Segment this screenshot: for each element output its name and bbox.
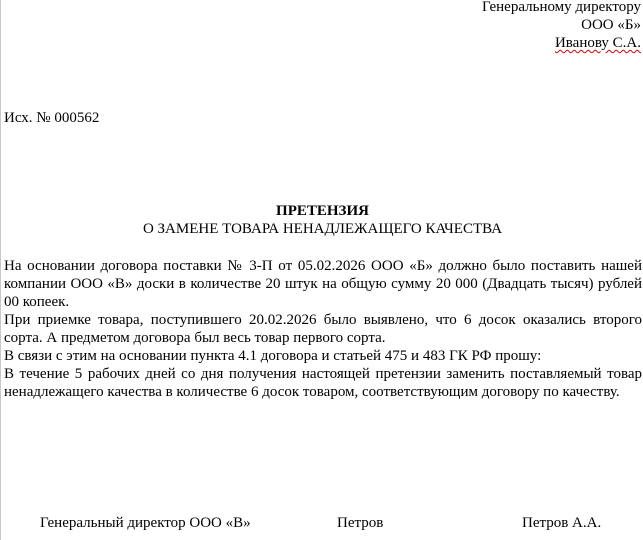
document-title: ПРЕТЕНЗИЯ xyxy=(276,203,369,219)
document-subtitle: О ЗАМЕНЕ ТОВАРА НЕНАДЛЕЖАЩЕГО КАЧЕСТВА xyxy=(142,221,503,237)
addressee-position: Генеральному директору xyxy=(481,0,641,15)
addressee-name-text: Иванову С.А. xyxy=(554,35,641,51)
outgoing-number: Исх. № 000562 xyxy=(4,110,100,126)
paragraph-demand: В течение 5 рабочих дней со дня получения настоящей претензии заменить поставляемый товар ненадлежащего качества в количестве 6 досок товаром, соответствующим договору по качеству. xyxy=(4,366,642,400)
document-body xyxy=(4,257,642,401)
signature-position: Генеральный директор ООО «В» xyxy=(40,515,251,531)
addressee-name xyxy=(482,34,641,52)
addressee-block xyxy=(482,0,641,52)
paragraph-acceptance: При приемке товара, поступившего 20.02.2026 было выявлено, что 6 досок оказались второго сорта. А предметом договора был весь товар первого сорта. xyxy=(4,312,642,346)
signature-full-name: Петров А.А. xyxy=(522,515,602,531)
paragraph-legal-basis: В связи с этим на основании пункта 4.1 договора и статьей 475 и 483 ГК РФ прошу: xyxy=(4,348,542,364)
paragraph-contract: На основании договора поставки № 3-П от 05.02.2026 ООО «Б» должно было поставить нашей компании ООО «В» доски в количестве 20 штук на общую сумму 20 000 (Двадцать тысяч) рублей 00 копеек. xyxy=(4,258,642,310)
signature-mark: Петров xyxy=(337,515,384,531)
addressee-company: ООО «Б» xyxy=(581,17,641,33)
